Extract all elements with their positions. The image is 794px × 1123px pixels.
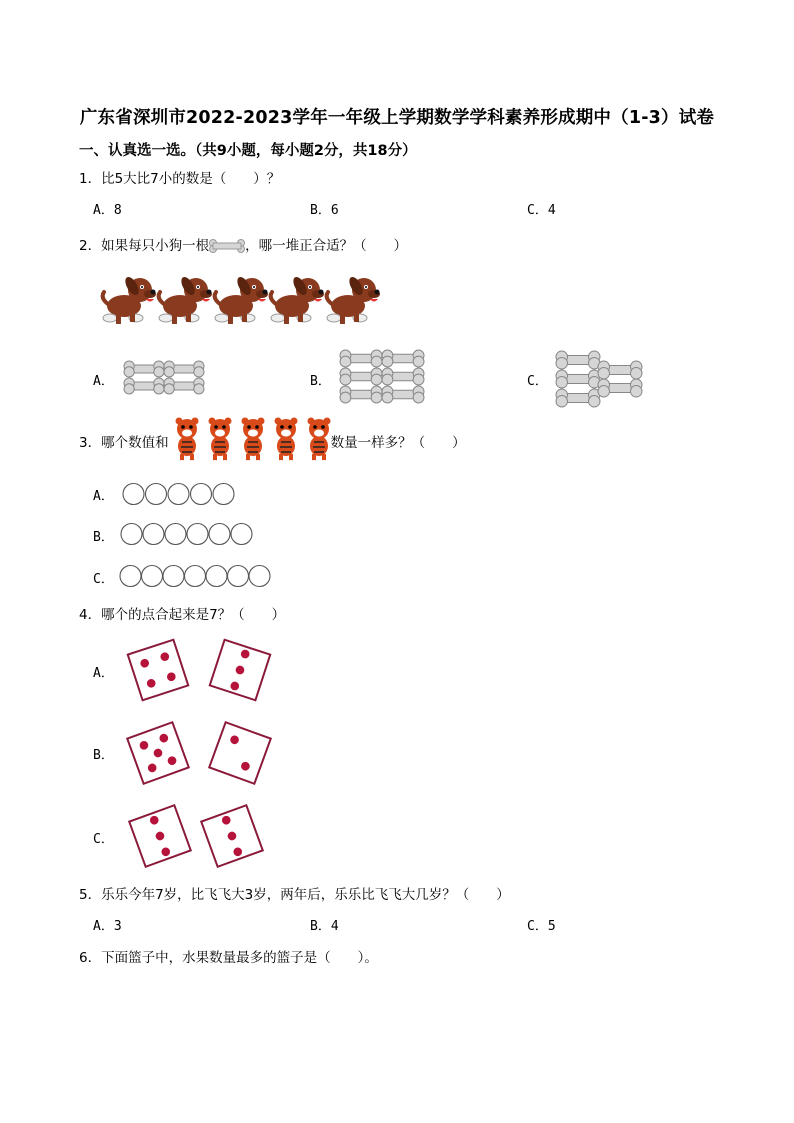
q1-option-b[interactable]: B．6 xyxy=(310,203,339,218)
circles-c-4 xyxy=(206,566,227,587)
tiger-4 xyxy=(308,418,331,465)
question-6: 6．下面篮子中，水果数量最多的篮子是（ ）。 xyxy=(79,950,378,966)
bone-c-0 xyxy=(556,351,600,369)
dogs-illustration xyxy=(96,268,386,336)
circles-a-0 xyxy=(123,484,144,505)
die-a-1 xyxy=(128,640,188,700)
tiger-3 xyxy=(275,418,298,465)
q2-option-b[interactable]: B． xyxy=(310,374,331,389)
circles-a-3 xyxy=(191,484,212,505)
circles-c-1 xyxy=(142,566,163,587)
bone-c-3 xyxy=(598,361,642,379)
q4-option-c[interactable]: C． xyxy=(93,832,114,847)
circles-row-a xyxy=(122,482,242,506)
question-5: 5．乐乐今年7岁，比飞飞大3岁，两年后，乐乐比飞飞大几岁？（ ） xyxy=(79,887,510,903)
q3-option-c[interactable]: C． xyxy=(93,572,114,587)
q2-text-start: 2．如果每只小狗一根 xyxy=(79,238,210,254)
q3-text-end: 数量一样多？（ ） xyxy=(330,435,466,451)
dice-pair-a xyxy=(124,632,276,710)
circles-b-3 xyxy=(187,524,208,545)
circles-b-5 xyxy=(231,524,252,545)
q4-option-b[interactable]: B． xyxy=(93,748,114,763)
dice-pair-c xyxy=(124,800,274,872)
circles-a-2 xyxy=(168,484,189,505)
bone-c-2 xyxy=(556,389,600,407)
circles-c-3 xyxy=(185,566,206,587)
bone-b-3 xyxy=(382,368,424,385)
bone-c-4 xyxy=(598,379,642,397)
q5-option-b[interactable]: B．4 xyxy=(310,919,339,934)
bone-pile-a xyxy=(122,360,207,395)
circles-b-0 xyxy=(121,524,142,545)
circles-b-4 xyxy=(209,524,230,545)
bone-a-2 xyxy=(124,378,164,394)
circles-a-4 xyxy=(213,484,234,505)
dog-0 xyxy=(103,275,156,324)
bone-pile-b xyxy=(338,349,424,404)
q2-text-end: ，哪一堆正合适？（ ） xyxy=(245,238,408,254)
dog-3 xyxy=(271,275,324,324)
die-a-2 xyxy=(210,640,270,700)
circles-c-6 xyxy=(249,566,270,587)
tigers-illustration xyxy=(172,416,340,464)
circles-a-1 xyxy=(146,484,167,505)
circles-c-0 xyxy=(120,566,141,587)
q1-option-c[interactable]: C．4 xyxy=(527,203,556,218)
circles-row-c xyxy=(119,564,274,588)
circles-b-2 xyxy=(165,524,186,545)
circles-c-2 xyxy=(163,566,184,587)
q2-option-a[interactable]: A． xyxy=(93,374,114,389)
q3-text-start: 3．哪个数值和 xyxy=(79,435,169,451)
die-b-1 xyxy=(127,722,189,784)
die-c-1 xyxy=(129,805,191,867)
die-c-2 xyxy=(201,805,263,867)
section-heading: 一、认真选一选。（共9小题，每小题2分，共18分） xyxy=(79,143,417,159)
circles-row-b xyxy=(120,522,260,546)
tiger-2 xyxy=(242,418,265,465)
bone-a-0 xyxy=(124,361,164,377)
page-title: 广东省深圳市2022-2023学年一年级上学期数学学科素养形成期中（1-3）试卷 xyxy=(79,108,715,128)
q3-option-b[interactable]: B． xyxy=(93,530,114,545)
bone-b-0 xyxy=(340,350,382,367)
bone-a-1 xyxy=(164,361,204,377)
dog-4 xyxy=(327,275,380,324)
bone-b-5 xyxy=(382,386,424,403)
q5-option-c[interactable]: C．5 xyxy=(527,919,556,934)
bone-c-1 xyxy=(556,370,600,388)
dog-1 xyxy=(159,275,212,324)
q5-option-a[interactable]: A．3 xyxy=(93,919,122,934)
bone-icon xyxy=(209,239,245,253)
circles-c-5 xyxy=(228,566,249,587)
question-4: 4．哪个的点合起来是7？（ ） xyxy=(79,607,286,623)
bone-b-4 xyxy=(340,386,382,403)
circles-b-1 xyxy=(143,524,164,545)
question-1: 1．比5大比7小的数是（ ）？ xyxy=(79,171,281,187)
bone-pile-c xyxy=(554,350,646,408)
tiger-1 xyxy=(209,418,232,465)
bone-b-2 xyxy=(340,368,382,385)
q4-option-a[interactable]: A． xyxy=(93,666,114,681)
dice-pair-b xyxy=(122,716,280,790)
question-2 xyxy=(79,234,407,254)
tiger-0 xyxy=(176,418,199,465)
dog-2 xyxy=(215,275,268,324)
bone-b-1 xyxy=(382,350,424,367)
q1-option-a[interactable]: A．8 xyxy=(93,203,122,218)
q3-option-a[interactable]: A． xyxy=(93,489,114,504)
die-b-2 xyxy=(209,722,271,784)
q2-option-c[interactable]: C． xyxy=(527,374,548,389)
bone-a-3 xyxy=(164,378,204,394)
